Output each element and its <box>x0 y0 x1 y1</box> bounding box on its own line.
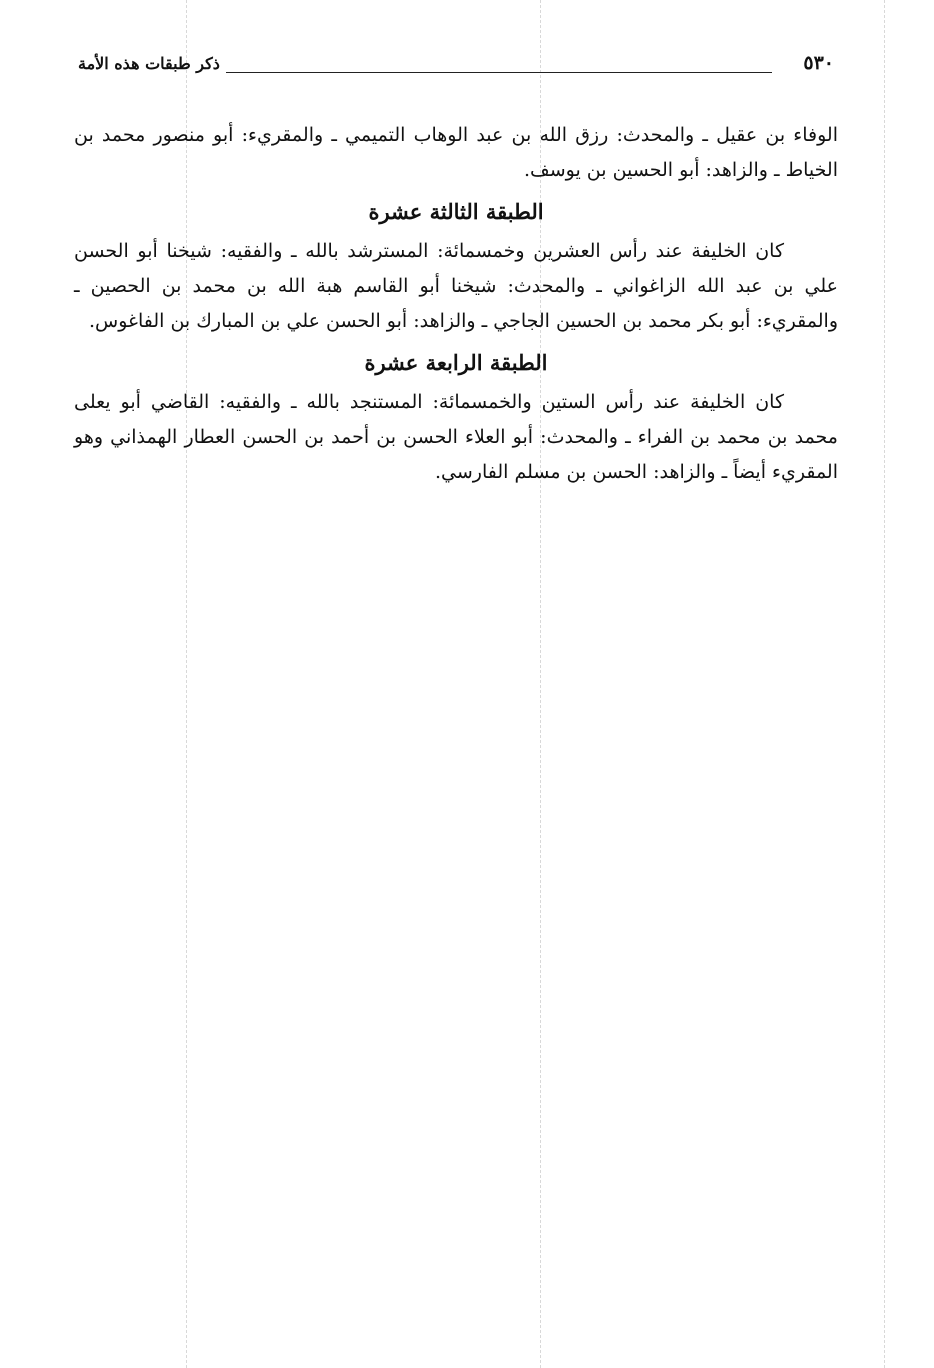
section-paragraph: كان الخليفة عند رأس العشرين وخمسمائة: المسترشد بالله ـ والفقيه: شيخنا أبو الحسن علي بن عبد الله الزاغواني ـ والمحدث: شيخنا أبو القاسم هبة الله بن محمد بن الحصين ـ والمقريء: أبو بكر محمد بن الحسين الجاجي ـ والزاهد: أبو الحسن علي بن المبارك بن الفاغوس. <box>74 240 838 332</box>
section-14 <box>74 345 838 490</box>
section-13 <box>74 194 838 339</box>
section-paragraph: كان الخليفة عند رأس الستين والخمسمائة: المستنجد بالله ـ والفقيه: القاضي أبو يعلى محمد بن محمد بن الفراء ـ والمحدث: أبو العلاء الحسن بن أحمد بن الحسن العطار الهمذاني وهو المقريء أيضاً ـ والزاهد: الحسن بن مسلم الفارسي. <box>74 391 838 483</box>
header-rule <box>226 72 772 73</box>
scan-guide-line <box>884 0 885 1368</box>
page-header <box>78 52 834 82</box>
section-heading: الطبقة الرابعة عشرة <box>364 350 548 375</box>
running-title: ذكر طبقات هذه الأمة <box>78 54 220 73</box>
page-body <box>74 118 838 490</box>
intro-paragraph: الوفاء بن عقيل ـ والمحدث: رزق الله بن عبد الوهاب التميمي ـ والمقريء: أبو منصور محمد بن الخياط ـ والزاهد: أبو الحسين بن يوسف. <box>74 124 838 181</box>
section-heading: الطبقة الثالثة عشرة <box>368 199 544 224</box>
page-number: ٥٣٠ <box>803 52 834 74</box>
